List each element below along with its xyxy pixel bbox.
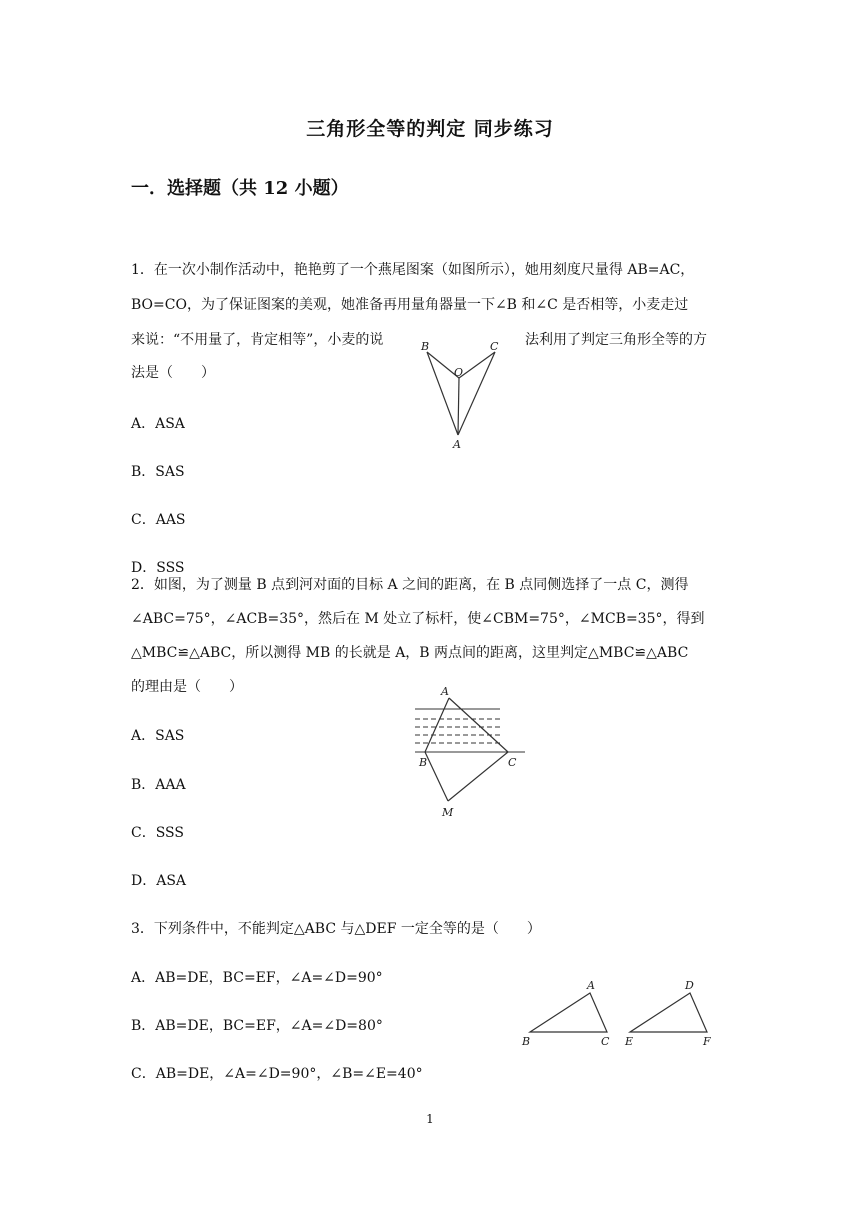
q3-label-e: E: [625, 1035, 634, 1048]
q1-option-b[interactable]: B．SAS: [131, 464, 185, 480]
q3-option-c[interactable]: C．AB=DE，∠A=∠D=90°，∠B=∠E=40°: [131, 1066, 423, 1082]
q1-label-c: C: [490, 340, 499, 353]
q1-option-d[interactable]: D．SSS: [131, 560, 185, 576]
q1-option-a[interactable]: A．ASA: [131, 416, 185, 432]
q1-option-c[interactable]: C．AAS: [131, 512, 186, 528]
q1-label-a: A: [453, 438, 461, 451]
q3-label-c: C: [601, 1035, 610, 1048]
q2-label-m: M: [442, 806, 454, 819]
page-title: 三角形全等的判定 同步练习: [306, 118, 554, 140]
q3-line-1: 3．下列条件中，不能判定△ABC 与△DEF 一定全等的是（ ）: [131, 921, 541, 937]
q2-option-a[interactable]: A．SAS: [131, 728, 185, 744]
q1-line-4: 法是（ ）: [131, 365, 215, 381]
q1-line-1: 1．在一次小制作活动中，艳艳剪了一个燕尾图案（如图所示），她用刻度尺量得 AB=AC，: [131, 262, 695, 278]
q3-label-d: D: [685, 979, 694, 992]
q2-line-3: △MBC≌△ABC，所以测得 MB 的长就是 A，B 两点间的距离，这里判定△MBC≌△ABC: [131, 645, 689, 661]
q2-line-1: 2．如图，为了测量 B 点到河对面的目标 A 之间的距离，在 B 点同侧选择了一点 C，测得: [131, 577, 689, 593]
q1-line-3a: 来说：“不用量了，肯定相等”，小麦的说: [131, 332, 384, 348]
section-heading: 一．选择题（共 12 小题）: [131, 178, 349, 199]
q2-label-a: A: [441, 685, 449, 698]
q1-label-b: B: [421, 340, 430, 353]
q3-label-b: B: [522, 1035, 531, 1048]
q2-line-2: ∠ABC=75°，∠ACB=35°，然后在 M 处立了标杆，使∠CBM=75°，∠MCB=35°，得到: [131, 611, 705, 627]
q2-label-b: B: [419, 756, 428, 769]
page-number: 1: [426, 1112, 434, 1126]
q2-river-figure: [410, 684, 530, 820]
q2-line-4: 的理由是（ ）: [131, 679, 243, 695]
q3-label-f: F: [703, 1035, 711, 1048]
q3-option-a[interactable]: A．AB=DE，BC=EF，∠A=∠D=90°: [131, 970, 383, 986]
q1-label-o: O: [454, 366, 464, 379]
q3-option-b[interactable]: B．AB=DE，BC=EF，∠A=∠D=80°: [131, 1018, 383, 1034]
q2-option-c[interactable]: C．SSS: [131, 825, 184, 841]
q1-line-3b: 法利用了判定三角形全等的方: [525, 332, 707, 348]
q2-option-d[interactable]: D．ASA: [131, 873, 187, 889]
q3-triangles-figure: [515, 975, 730, 1050]
q1-line-2: BO=CO，为了保证图案的美观，她准备再用量角器量一下∠B 和∠C 是否相等，小麦走过: [131, 297, 689, 313]
q2-option-b[interactable]: B．AAA: [131, 777, 186, 793]
q2-label-c: C: [508, 756, 517, 769]
q1-swallowtail-figure: [415, 335, 505, 451]
q3-label-a: A: [587, 979, 595, 992]
